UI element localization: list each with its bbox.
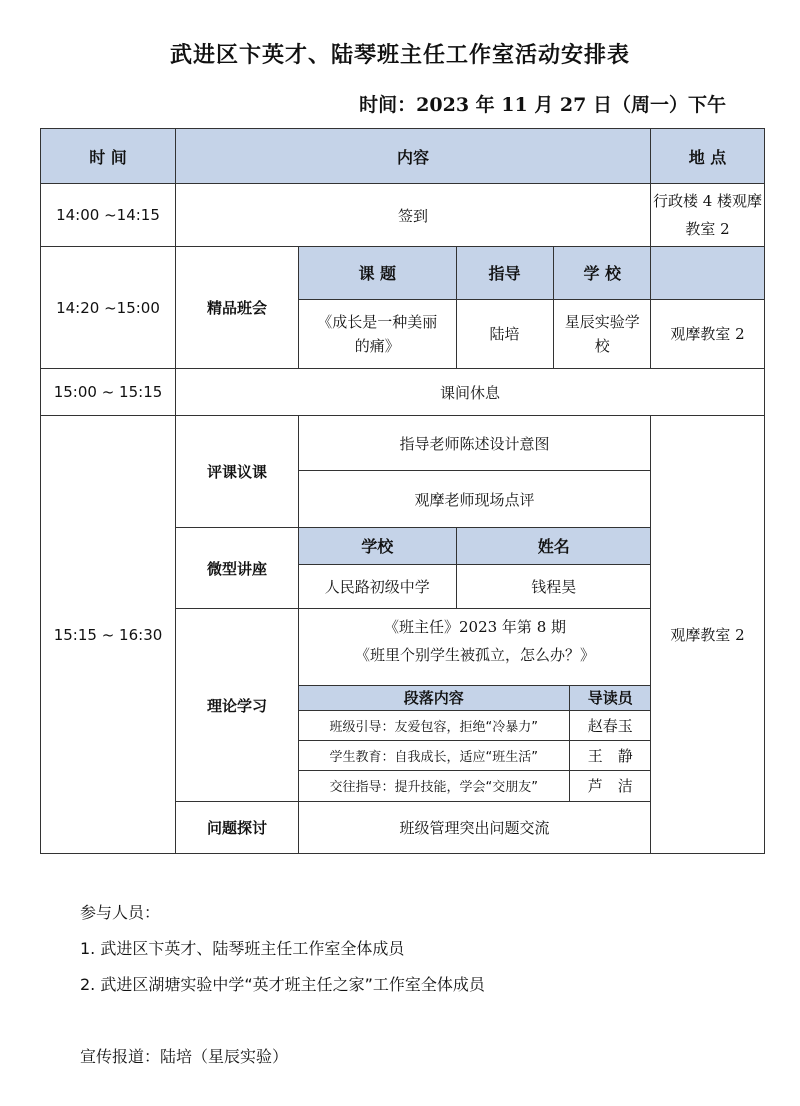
class-meeting-table <box>299 247 651 368</box>
row2-detail <box>299 247 651 369</box>
lecture-label: 微型讲座 <box>176 528 299 609</box>
lecture-header-name: 姓名 <box>456 528 651 564</box>
table-row <box>41 369 765 416</box>
class-meeting-header-topic: 课 题 <box>299 247 456 299</box>
page-title: 武进区卞英才、陆琴班主任工作室活动安排表 <box>169 43 630 68</box>
header-time: 时 间 <box>41 129 176 184</box>
lecture-name: 钱程昊 <box>456 564 651 608</box>
row2-label: 精品班会 <box>176 247 299 369</box>
row1-time: 14:00 ~14:15 <box>41 184 176 247</box>
row2-place-split <box>651 247 764 368</box>
report-credit: 宣传报道：陆培（星辰实验） <box>80 1047 289 1066</box>
event-date: 时间：2023 年 11 月 27 日（周一）下午 <box>359 94 726 116</box>
row1-place: 行政楼 4 楼观摩教室 2 <box>651 184 765 247</box>
lecture-school: 人民路初级中学 <box>299 564 456 608</box>
study-header-reader: 导读员 <box>569 685 651 710</box>
class-meeting-topic: 《成长是一种美丽的痛》 <box>299 299 456 368</box>
class-meeting-header-guide: 指导 <box>456 247 553 299</box>
class-meeting-guide: 陆培 <box>456 299 553 368</box>
study-reader-3: 芦 洁 <box>569 770 651 801</box>
review-label: 评课议课 <box>176 416 299 528</box>
discuss-label: 问题探讨 <box>176 802 299 854</box>
review-item-1: 指导老师陈述设计意图 <box>299 416 651 471</box>
header-content: 内容 <box>176 129 651 184</box>
study-detail <box>299 609 651 802</box>
study-reader-2: 王 静 <box>569 740 651 770</box>
row3-time: 15:00 ~ 15:15 <box>41 369 176 416</box>
lecture-detail <box>299 528 651 609</box>
study-label: 理论学习 <box>176 609 299 802</box>
study-header-para: 段落内容 <box>299 685 569 710</box>
class-meeting-header-school: 学 校 <box>553 247 651 299</box>
lecture-table <box>299 528 651 608</box>
study-issue: 《班主任》2023 年第 8 期 <box>383 618 567 636</box>
row2-place-cell <box>651 247 765 369</box>
study-source <box>299 609 651 685</box>
participant-2: 2. 武进区湖塘实验中学“英才班主任之家”工作室全体成员 <box>80 975 485 994</box>
schedule-table <box>40 128 765 854</box>
study-para-1: 班级引导：友爱包容，拒绝“冷暴力” <box>299 710 569 740</box>
header-place: 地 点 <box>651 129 765 184</box>
study-table <box>299 609 651 801</box>
study-article: 《班里个别学生被孤立，怎么办？》 <box>355 646 596 664</box>
table-row <box>41 247 765 369</box>
row2-place-header <box>651 247 764 299</box>
table-header-row <box>41 129 765 184</box>
study-para-2: 学生教育：自我成长，适应“班生活” <box>299 740 569 770</box>
class-meeting-school: 星辰实验学校 <box>553 299 651 368</box>
study-para-3: 交往指导：提升技能，学会“交朋友” <box>299 770 569 801</box>
table-row <box>41 416 765 471</box>
row4-place: 观摩教室 2 <box>651 416 765 854</box>
participant-1: 1. 武进区卞英才、陆琴班主任工作室全体成员 <box>80 939 405 958</box>
discuss-content: 班级管理突出问题交流 <box>299 802 651 854</box>
row2-place: 观摩教室 2 <box>651 299 764 368</box>
review-item-2: 观摩老师现场点评 <box>299 471 651 528</box>
row2-time: 14:20 ~15:00 <box>41 247 176 369</box>
lecture-header-school: 学校 <box>299 528 456 564</box>
row3-content: 课间休息 <box>176 369 765 416</box>
study-reader-1: 赵春玉 <box>569 710 651 740</box>
row1-content: 签到 <box>176 184 651 247</box>
participants-label: 参与人员： <box>80 903 161 922</box>
row4-time: 15:15 ~ 16:30 <box>41 416 176 854</box>
table-row <box>41 184 765 247</box>
